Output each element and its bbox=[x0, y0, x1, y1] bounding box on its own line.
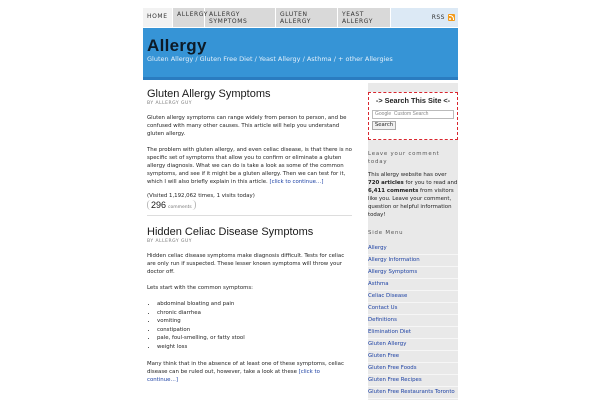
list-item: • abdominal bloating and pain bbox=[157, 300, 352, 309]
rss-label: RSS bbox=[431, 14, 445, 21]
continue-link[interactable]: [click to continue…] bbox=[147, 368, 320, 383]
post-title[interactable]: Gluten Allergy Symptoms bbox=[147, 88, 271, 100]
post-paragraph: Gluten allergy symptoms can range widely from person to person, and be confused with many other causes. This article will help you understand gluten allergy. bbox=[147, 115, 347, 137]
post-byline: BY ALLERGY GUY bbox=[147, 239, 193, 244]
site-tagline: Gluten Allergy / Gluten Free Diet / Yeast Allergy / Asthma / + other Allergies bbox=[147, 55, 393, 63]
side-menu-link[interactable]: Celiac Disease bbox=[368, 291, 458, 303]
side-menu-link[interactable]: Allergy Information bbox=[368, 255, 458, 267]
site-header bbox=[143, 28, 458, 80]
comments-count: 296 bbox=[151, 200, 167, 210]
nav-home[interactable]: HOME bbox=[143, 8, 173, 27]
side-menu-link[interactable]: Gluten Free Foods bbox=[368, 363, 458, 375]
list-item: • vomiting bbox=[157, 317, 352, 326]
comments-label: comments bbox=[168, 205, 192, 210]
articles-count: 720 articles bbox=[368, 180, 404, 186]
post-paragraph: Lets start with the common symptoms: bbox=[147, 285, 253, 291]
side-menu-link[interactable]: Gluten Free bbox=[368, 351, 458, 363]
nav-yeast-allergy[interactable]: YEAST ALLERGY bbox=[338, 8, 391, 27]
post-text: Many think that in the absence of at least one of these symptoms, celiac disease can be ruled out, however, take a look at these bbox=[147, 360, 344, 375]
side-menu-link[interactable]: Gluten Allergy bbox=[368, 339, 458, 351]
symptom-list bbox=[147, 300, 352, 352]
comments-badge[interactable] bbox=[147, 200, 196, 210]
invite-text: for you to read and bbox=[403, 180, 458, 186]
search-box bbox=[368, 92, 458, 140]
post-title[interactable]: Hidden Celiac Disease Symptoms bbox=[147, 226, 314, 238]
invite-text: from visitors like you. Leave your comment, question or helpful information today! bbox=[368, 188, 454, 218]
page bbox=[143, 8, 458, 400]
nav-allergy-symptoms[interactable]: ALLERGY SYMPTOMS bbox=[205, 8, 276, 27]
side-menu-link[interactable]: Allergy bbox=[368, 243, 458, 255]
post bbox=[147, 88, 352, 216]
divider bbox=[147, 215, 352, 216]
list-item: • chronic diarrhea bbox=[157, 309, 352, 318]
sidebar bbox=[368, 83, 458, 400]
post-text: The problem with gluten allergy, and even celiac disease, is that there is no specific set of symptoms that allow you to confirm or eliminate a gluten allergy diagnosis. What we can do is take a look as some of the common symptoms, and see if it might be a gluten allergy. Then we can test for it, which I will also briefly explain in this article. bbox=[147, 147, 352, 185]
continue-link[interactable]: [click to continue…] bbox=[269, 179, 324, 185]
post bbox=[147, 226, 352, 384]
nav-gluten-allergy[interactable]: GLUTEN ALLERGY bbox=[276, 8, 338, 27]
side-menu-link[interactable]: Gluten Free Restaurants Toronto bbox=[368, 387, 458, 399]
side-menu-link[interactable]: Allergy Symptoms bbox=[368, 267, 458, 279]
visit-count: (Visited 1,192,062 times, 1 visits today) bbox=[147, 193, 255, 199]
comment-invite bbox=[368, 171, 458, 219]
side-menu-link[interactable]: Definitions bbox=[368, 315, 458, 327]
search-title: -> Search This Site <- bbox=[375, 96, 451, 105]
search-input[interactable] bbox=[372, 110, 454, 119]
post-paragraph: Hidden celiac disease symptoms make diagnosis difficult. Tests for celiac are only run if suspected. These lesser known symptoms will throw your doctor off. bbox=[147, 253, 345, 275]
list-item: • weight loss bbox=[157, 343, 352, 352]
side-menu-link[interactable]: Contact Us bbox=[368, 303, 458, 315]
search-placeholder: Custom Search bbox=[393, 111, 429, 117]
list-item: • constipation bbox=[157, 326, 352, 335]
rss-link[interactable] bbox=[391, 8, 458, 27]
side-menu-link[interactable]: Gluten Free Recipes bbox=[368, 375, 458, 387]
side-menu-link[interactable]: Asthma bbox=[368, 279, 458, 291]
comment-heading: Leave your comment today bbox=[368, 151, 440, 165]
post-byline: BY ALLERGY GUY bbox=[147, 101, 193, 106]
rss-icon bbox=[448, 14, 455, 21]
comments-total: 6,411 comments bbox=[368, 188, 419, 194]
google-brand-label: Google bbox=[375, 111, 392, 117]
invite-text: This allergy website has over bbox=[368, 172, 447, 178]
side-menu-heading: Side Menu bbox=[368, 230, 404, 236]
search-button[interactable]: Search bbox=[372, 121, 396, 130]
post-paragraph bbox=[147, 146, 352, 186]
post-paragraph bbox=[147, 360, 352, 384]
top-nav bbox=[143, 8, 458, 27]
main-content bbox=[147, 88, 352, 384]
list-item: • pale, foul-smelling, or fatty stool bbox=[157, 334, 352, 343]
site-title[interactable]: Allergy bbox=[147, 36, 207, 55]
nav-allergy[interactable]: ALLERGY bbox=[173, 8, 205, 27]
side-menu bbox=[368, 243, 458, 399]
side-menu-link[interactable]: Elimination Diet bbox=[368, 327, 458, 339]
